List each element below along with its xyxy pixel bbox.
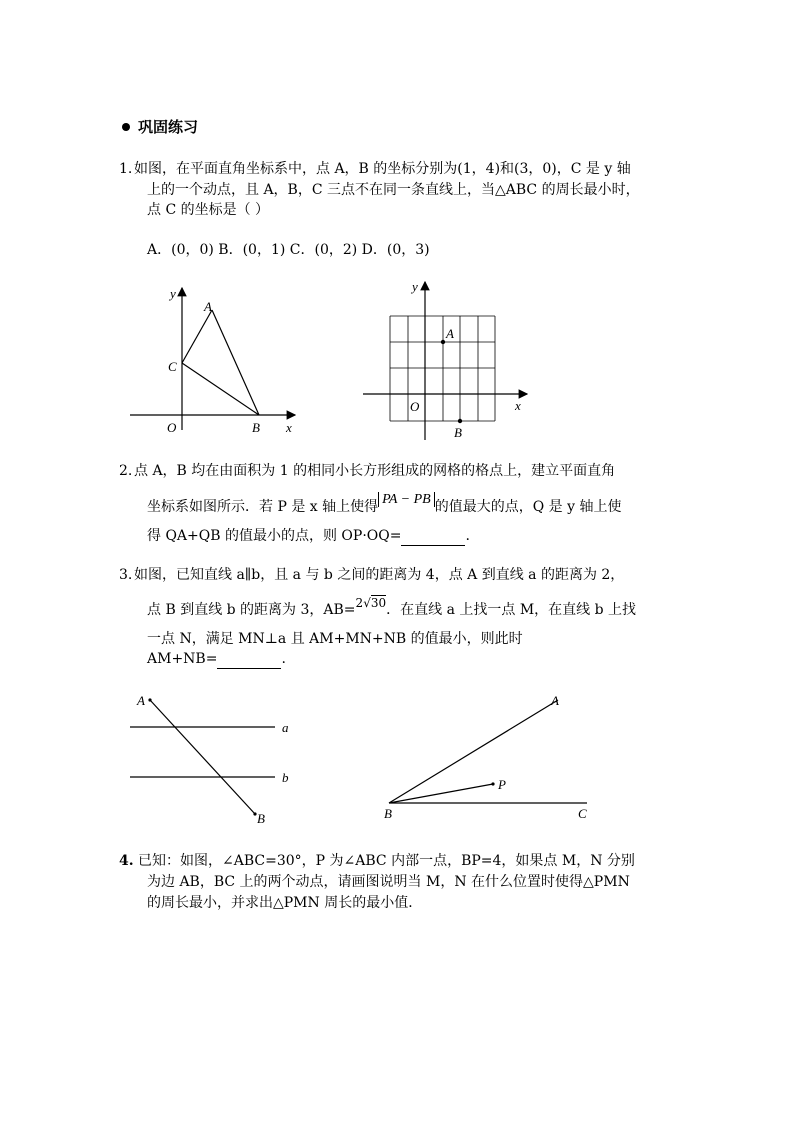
q3-answer-blank[interactable] (217, 650, 281, 669)
label-b: B (252, 420, 260, 435)
q3-figure-parallel (125, 690, 305, 830)
label-o: O (167, 420, 177, 435)
grid-lines (390, 316, 495, 421)
q1-number: 1. (119, 161, 133, 177)
point-a (148, 698, 151, 701)
q1-figure-grid (355, 278, 535, 443)
q3-line4-end: . (281, 651, 286, 667)
sqrt-coef: 2 (355, 596, 364, 610)
label-a: A (551, 693, 559, 708)
label-c: C (168, 359, 177, 374)
q3-line3: 一点 N，满足 MN⊥a 且 AM+MN+NB 的值最小，则此时 (147, 631, 523, 647)
q1-line3: 点 C 的坐标是（ ） (147, 202, 270, 218)
q2-line3-text: 得 QA+QB 的值最小的点，则 OP·OQ= (147, 528, 402, 544)
q2-answer-blank[interactable] (401, 527, 465, 546)
abs-expression: PA − PB (378, 492, 435, 507)
label-y: y (412, 279, 418, 294)
label-c: C (578, 806, 587, 821)
label-b: B (384, 806, 392, 821)
q4-line2: 为边 AB，BC 上的两个动点，请画图说明当 M，N 在什么位置时使得△PMN (147, 874, 630, 890)
label-b: B (454, 425, 462, 440)
q2-line3 (147, 527, 470, 546)
label-a-point: A (137, 693, 145, 708)
label-b-point: B (257, 811, 265, 826)
q4-line1: 已知：如图，∠ABC=30°，P 为∠ABC 内部一点，BP=4，如果点 M，N 分别 (138, 853, 635, 869)
label-o: O (410, 399, 420, 414)
q1-line2: 上的一个动点，且 A，B，C 三点不在同一条直线上，当△ABC 的周长最小时， (147, 182, 640, 198)
label-y: y (170, 286, 176, 301)
label-x: x (286, 420, 292, 435)
q2-line3-end: . (465, 528, 470, 544)
label-line-a: a (282, 720, 289, 735)
point-b (458, 419, 462, 423)
q4-figure-angle (380, 688, 600, 823)
q1-options: A．(0，0) B．(0，1) C．(0，2) D．(0，3) (147, 242, 430, 258)
q3-number: 3. (119, 567, 133, 583)
q3-line4 (147, 650, 286, 669)
point-a (441, 340, 445, 344)
label-p: P (498, 777, 506, 792)
section-bullet (122, 123, 130, 131)
label-a: A (204, 299, 212, 314)
q2-line1: 点 A，B 均在由面积为 1 的相同小长方形组成的网格的格点上，建立平面直角 (134, 463, 616, 479)
q4-line3: 的周长最小，并求出△PMN 周长的最小值． (147, 895, 423, 911)
label-x: x (515, 398, 521, 413)
label-line-b: b (282, 770, 289, 785)
segment-ab (150, 700, 255, 814)
q3-line1: 如图，已知直线 a∥b，且 a 与 b 之间的距离为 4，点 A 到直线 a 的距离为 2， (134, 567, 625, 583)
q2-number: 2. (119, 463, 133, 479)
q1-line1: 如图，在平面直角坐标系中，点 A，B 的坐标分别为(1，4)和(3，0)，C 是 y 轴 (134, 161, 631, 177)
section-title: 巩固练习 (138, 118, 199, 136)
q3-line2-pre: 点 B 到直线 b 的距离为 3，AB= (147, 602, 356, 618)
q3-line2-post: ．在直线 a 上找一点 M，在直线 b 上找 (386, 602, 637, 618)
label-a: A (446, 326, 454, 341)
sqrt-expression: 2√30 (355, 596, 387, 610)
q4-number: 4. (119, 853, 134, 869)
q3-line4-text: AM+NB= (147, 651, 218, 667)
q1-figure-triangle (120, 280, 310, 440)
segment-ca (182, 310, 212, 363)
q2-line2 (147, 492, 622, 517)
q2-line2-pre: 坐标系如图所示．若 P 是 x 轴上使得 (147, 499, 379, 515)
sqrt-arg: 30 (370, 596, 387, 610)
point-p (491, 782, 494, 785)
q2-line2-post: 的值最大的点，Q 是 y 轴上使 (434, 499, 622, 515)
q3-line2 (147, 596, 637, 619)
